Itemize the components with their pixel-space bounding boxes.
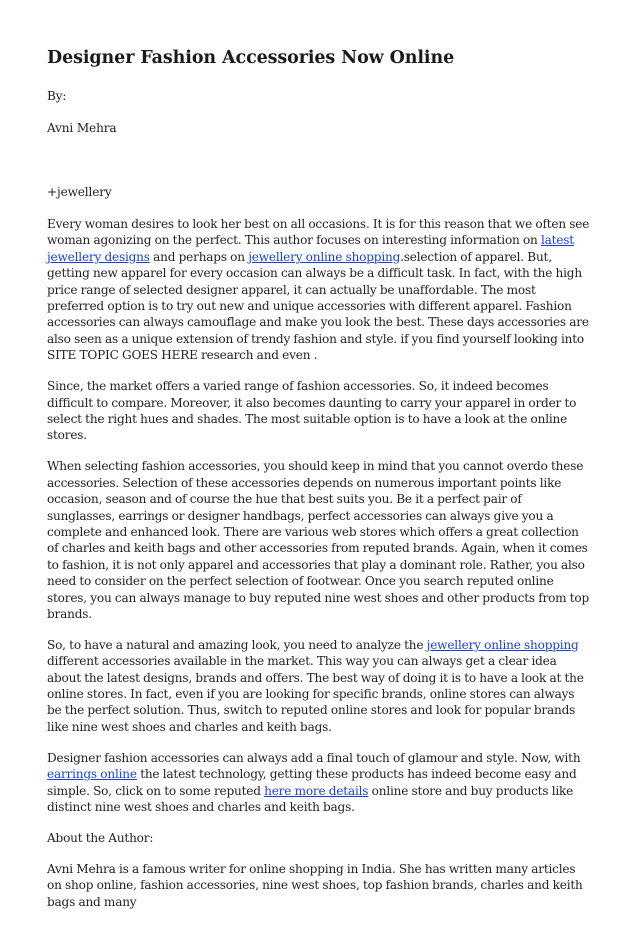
paragraph-designer-accessories bbox=[47, 750, 592, 816]
by-label: By: bbox=[47, 89, 67, 103]
paragraph-text: online store and buy products like distinct nine west shoes and charles and keith bags. bbox=[47, 783, 574, 814]
link-latest-jewellery-designs[interactable]: latest jewellery designs bbox=[47, 233, 574, 264]
paragraph-text: Designer fashion accessories can always add a final touch of glamour and style. Now, with bbox=[47, 750, 581, 765]
paragraph-intro bbox=[47, 216, 592, 364]
paragraph-text: Every woman desires to look her best on all occasions. It is for this reason that we often see woman agonizing on the perfect. This author focuses on interesting information on bbox=[47, 217, 590, 248]
paragraph-market: Since, the market offers a varied range of fashion accessories. So, it indeed becomes difficult to compare. Moreover, it also becomes daunting to carry your apparel in order to select the right hues and shades. The most suitable option is to have a look at the online stores. bbox=[47, 379, 577, 443]
paragraph-natural-look bbox=[47, 637, 592, 735]
page-title: Designer Fashion Accessories Now Online bbox=[47, 48, 455, 68]
paragraph-selecting: When selecting fashion accessories, you should keep in mind that you cannot overdo these accessories. Selection of these accessories depends on numerous important points like occasion, season and of course the hue that best suits you. Be it a perfect pair of sunglasses, earrings or designer handbags, perfect accessories can always give you a complete and enhanced look. There are various web stores which offers a great collection of charles and keith bags and other accessories from reputed brands. Again, when it comes to fashion, it is not only apparel and accessories that play a dominant role. Rather, you also need to consider on the perfect selection of footwear. Once you search reputed online stores, you can always manage to buy reputed nine west shoes and other products from top brands. bbox=[47, 459, 590, 621]
paragraph-author-bio: Avni Mehra is a famous writer for online shopping in India. She has written many articles on shop online, fashion accessories, nine west shoes, top fashion brands, charles and keith bags and many bbox=[47, 861, 583, 909]
author-name: Avni Mehra bbox=[47, 121, 117, 135]
paragraph-text: the latest technology, getting these products has indeed become easy and simple. So, click on to some reputed bbox=[47, 767, 577, 798]
document-page bbox=[47, 47, 592, 925]
paragraph-text: different accessories available in the market. This way you can always get a clear idea about the latest designs, brands and offers. The best way of doing it is to have a look at the online stores. In fact, even if you are looking for specific brands, online stores can always be the perfect solution. Thus, switch to reputed online stores and look for popular brands like nine west shoes and charles and keith bags. bbox=[47, 654, 584, 734]
paragraph-text: So, to have a natural and amazing look, you need to analyze the bbox=[47, 637, 427, 652]
paragraph-text: .selection of apparel. But, getting new apparel for every occasion can always be a difficult task. In fact, with the high price range of selected designer apparel, it can actually be unaffordable. The most preferred option is to try out new and unique accessories with different apparel. Fashion accessories can always camouflage and make you look the best. These days accessories are also seen as a unique extension of trendy fashion and style. if you find yourself looking into SITE TOPIC GOES HERE research and even . bbox=[47, 249, 589, 363]
link-jewellery-online-shopping-2[interactable]: jewellery online shopping bbox=[426, 637, 579, 652]
link-here-more-details[interactable]: here more details bbox=[264, 783, 369, 798]
about-author-heading: About the Author: bbox=[47, 830, 154, 845]
link-earrings-online[interactable]: earrings online bbox=[47, 767, 137, 782]
link-jewellery-online-shopping[interactable]: jewellery online shopping bbox=[248, 249, 401, 264]
paragraph-text: and perhaps on bbox=[149, 249, 249, 264]
tag-label: +jewellery bbox=[47, 185, 112, 199]
